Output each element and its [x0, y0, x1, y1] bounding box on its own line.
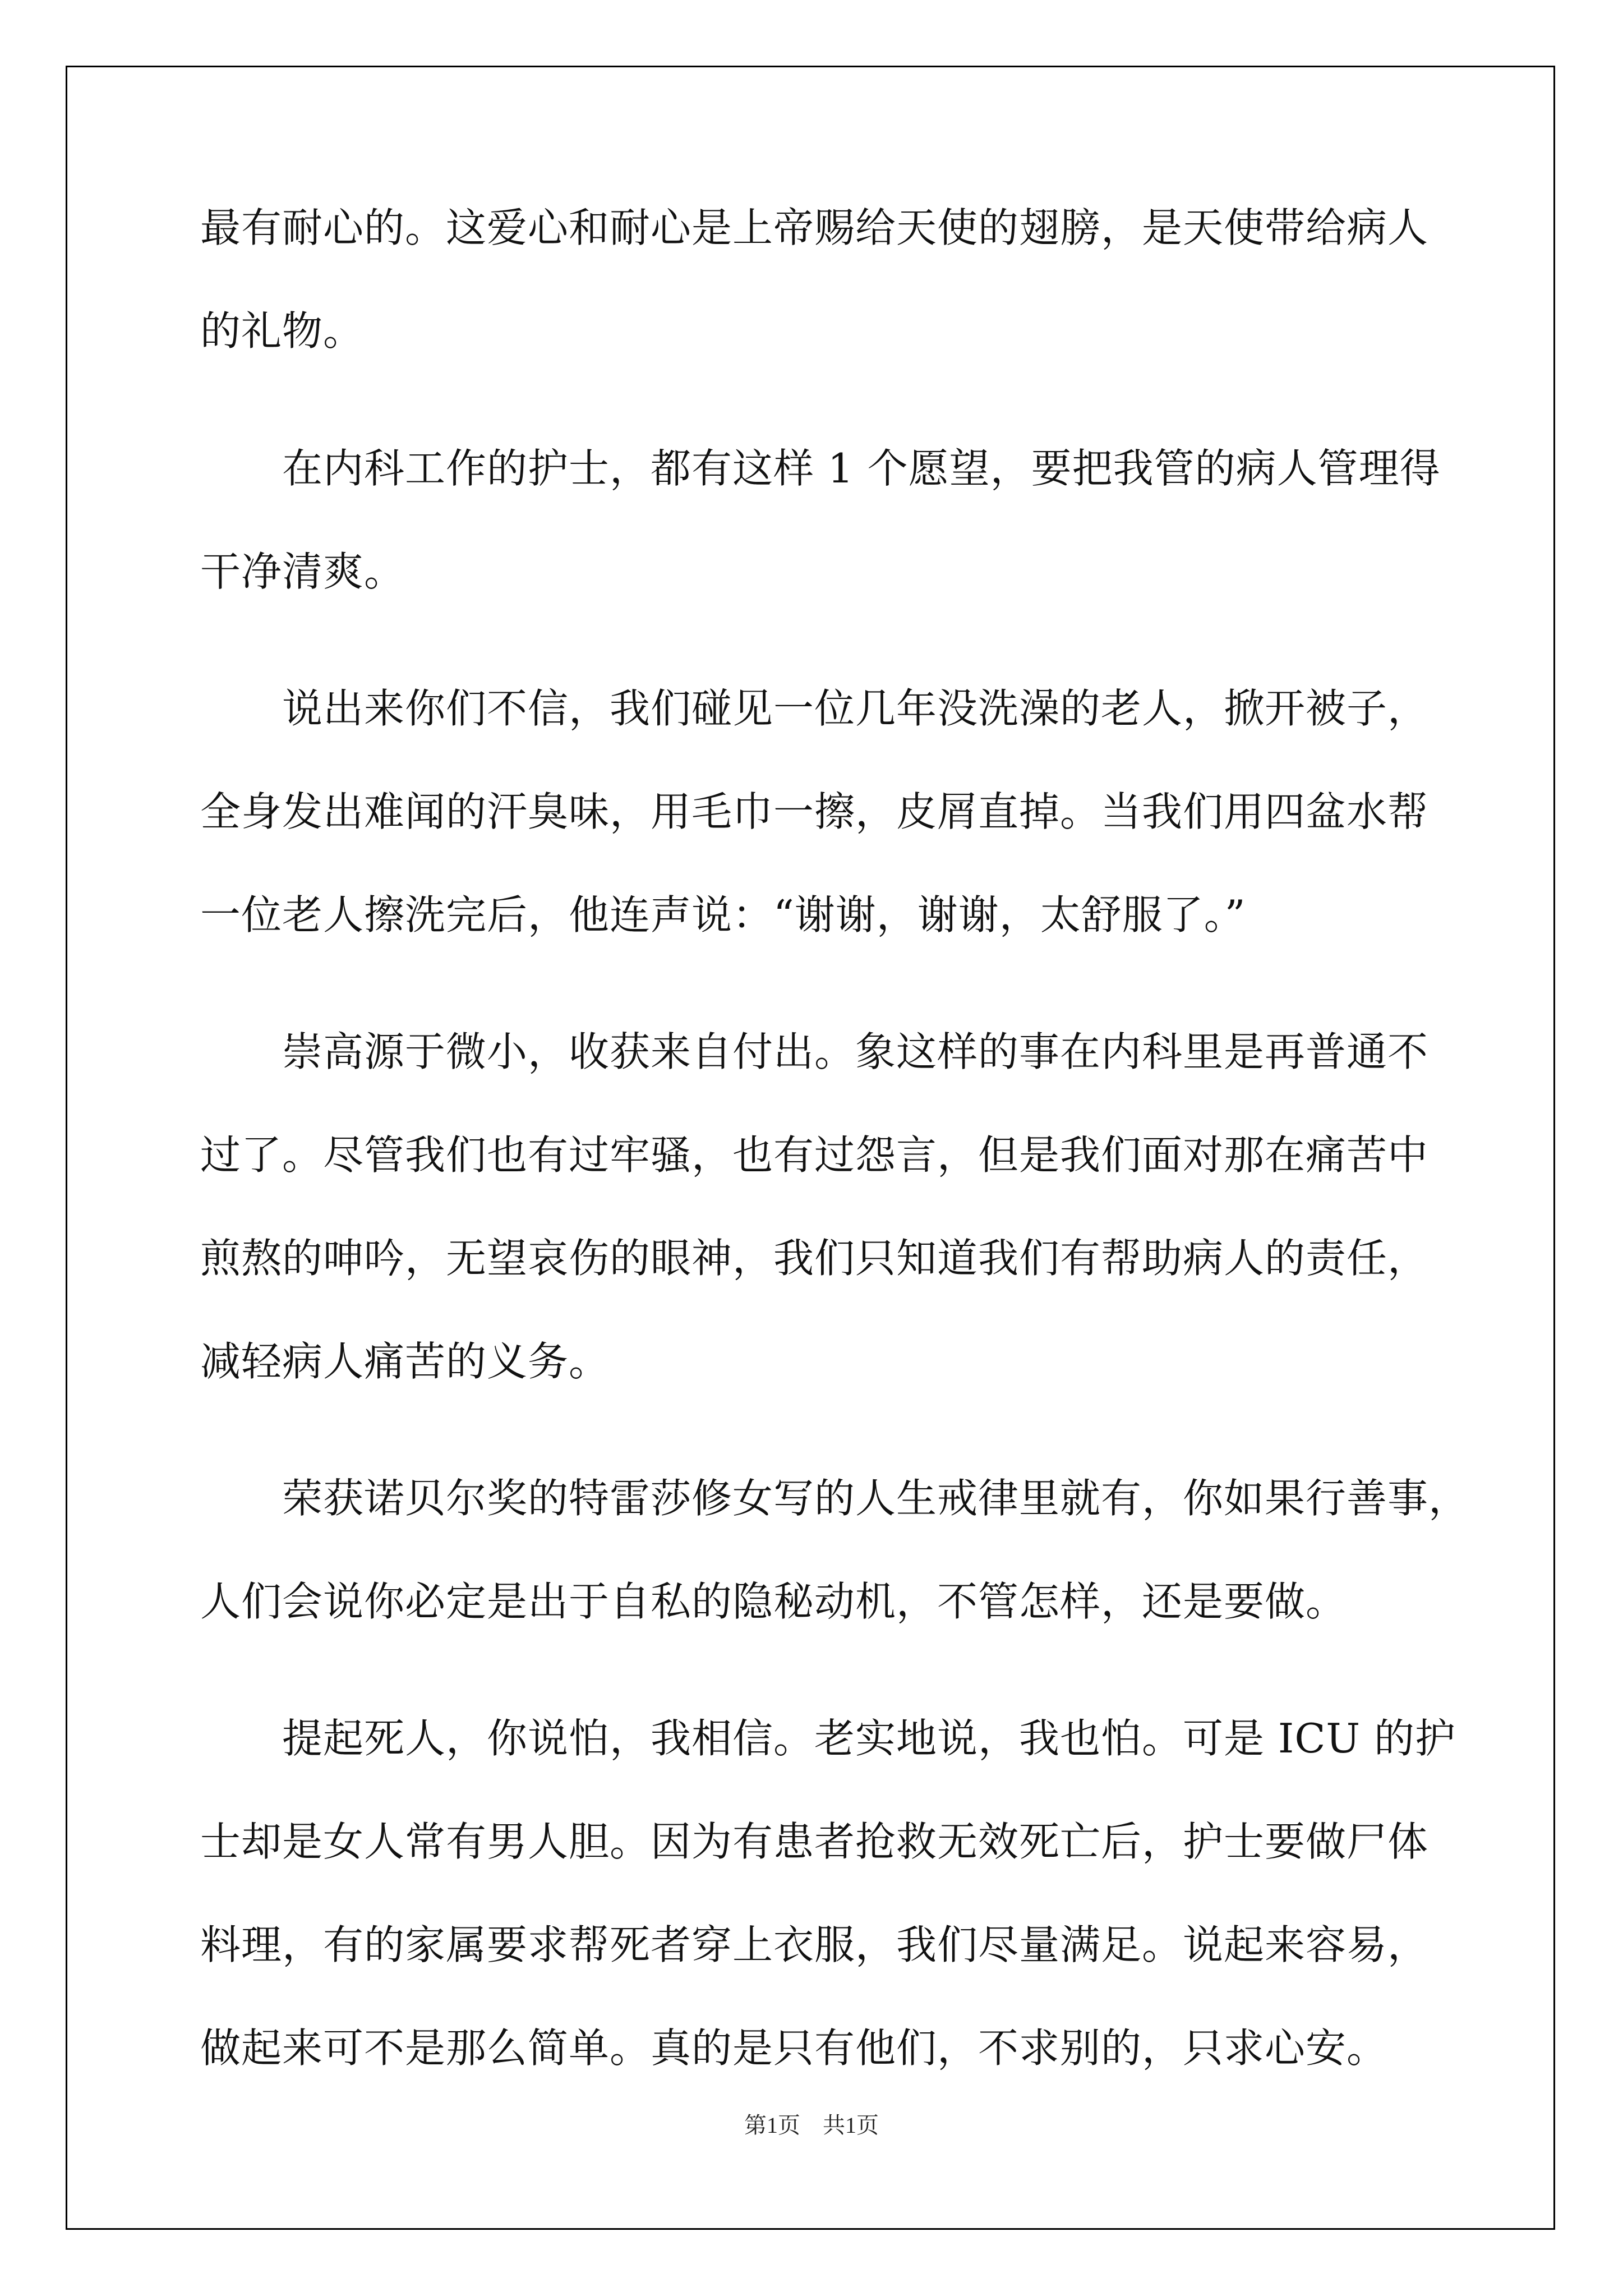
text-line: 荣获诺贝尔奖的特雷莎修女写的人生戒律里就有，你如果行善事，	[200, 1475, 1470, 1522]
text-line: 煎熬的呻吟，无望哀伤的眼神，我们只知道我们有帮助病人的责任，	[200, 1235, 1429, 1282]
text-line: 崇高源于微小，收获来自付出。象这样的事在内科里是再普通不	[200, 1028, 1429, 1075]
text-line: 士却是女人常有男人胆。因为有患者抢救无效死亡后，护士要做尸体	[200, 1818, 1429, 1865]
text-line: 人们会说你必定是出于自私的隐秘动机，不管怎样，还是要做。	[200, 1578, 1347, 1625]
text-line: 做起来可不是那么简单。真的是只有他们，不求别的，只求心安。	[200, 2024, 1388, 2072]
text-line: 干净清爽。	[200, 548, 405, 595]
text-line: 料理，有的家属要求帮死者穿上衣服，我们尽量满足。说起来容易，	[200, 1921, 1429, 1968]
text-line: 最有耐心的。这爱心和耐心是上帝赐给天使的翅膀，是天使带给病人	[200, 204, 1429, 251]
page-footer: 第1页 共1页	[744, 2113, 879, 2138]
text-line: 全身发出难闻的汗臭味，用毛巾一擦，皮屑直掉。当我们用四盆水帮	[200, 788, 1429, 835]
text-line: 过了。尽管我们也有过牢骚，也有过怨言，但是我们面对那在痛苦中	[200, 1131, 1429, 1179]
text-line: 减轻病人痛苦的义务。	[200, 1338, 610, 1385]
text-line: 一位老人擦洗完后，他连声说：“谢谢，谢谢，太舒服了。”	[200, 891, 1246, 938]
text-line: 的礼物。	[200, 307, 365, 355]
text-line: 说出来你们不信，我们碰见一位几年没洗澡的老人，掀开被子，	[200, 685, 1429, 732]
text-line: 提起死人，你说怕，我相信。老实地说，我也怕。可是 ICU 的护	[200, 1715, 1456, 1762]
text-line: 在内科工作的护士，都有这样 1 个愿望，要把我管的病人管理得	[200, 445, 1441, 492]
